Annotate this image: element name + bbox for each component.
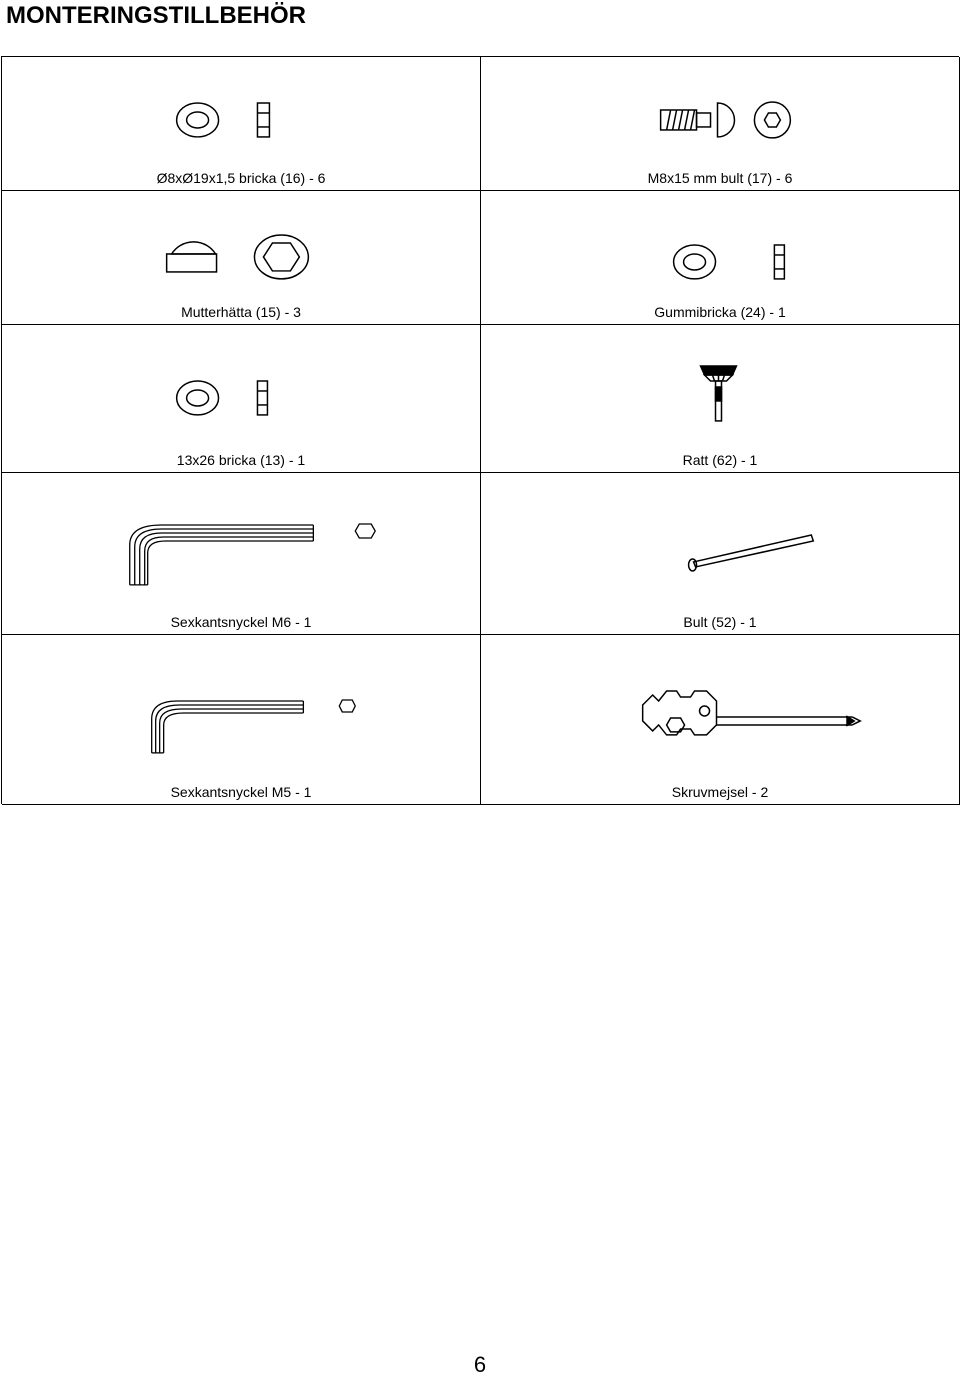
hex-key-icon bbox=[2, 635, 480, 765]
part-cell-hex-key-m6 bbox=[2, 473, 481, 635]
multi-tool-screwdriver-icon bbox=[481, 635, 959, 765]
part-cell-washer-16 bbox=[2, 57, 481, 191]
rubber-washer-icon bbox=[481, 191, 959, 291]
part-label: Gummibricka (24) - 1 bbox=[654, 304, 786, 320]
part-label: M8x15 mm bult (17) - 6 bbox=[647, 170, 793, 186]
part-label: 13x26 bricka (13) - 1 bbox=[176, 452, 306, 468]
part-cell-cap-nut-15 bbox=[2, 191, 481, 325]
part-cell-bolt-52 bbox=[481, 473, 960, 635]
pin-bolt-icon bbox=[481, 473, 959, 603]
washer-icon bbox=[2, 325, 480, 435]
parts-table bbox=[1, 56, 959, 804]
part-label: Sexkantsnyckel M6 - 1 bbox=[170, 614, 312, 630]
part-label: Ø8xØ19x1,5 bricka (16) - 6 bbox=[156, 170, 326, 186]
hex-key-icon bbox=[2, 473, 480, 603]
part-cell-washer-13 bbox=[2, 325, 481, 473]
page-title: MONTERINGSTILLBEHÖR bbox=[6, 2, 306, 29]
part-label: Bult (52) - 1 bbox=[683, 614, 757, 630]
washer-icon bbox=[2, 57, 480, 157]
part-cell-knob-62 bbox=[481, 325, 960, 473]
part-label: Skruvmejsel - 2 bbox=[671, 784, 769, 800]
part-cell-hex-key-m5 bbox=[2, 635, 481, 805]
page-number: 6 bbox=[473, 1352, 487, 1377]
part-label: Sexkantsnyckel M5 - 1 bbox=[170, 784, 312, 800]
cap-nut-icon bbox=[2, 191, 480, 291]
part-cell-bolt-17 bbox=[481, 57, 960, 191]
part-cell-rubber-washer-24 bbox=[481, 191, 960, 325]
part-label: Ratt (62) - 1 bbox=[682, 452, 758, 468]
knob-icon bbox=[481, 325, 959, 435]
part-cell-screwdriver bbox=[481, 635, 960, 805]
bolt-icon bbox=[481, 57, 959, 157]
part-label: Mutterhätta (15) - 3 bbox=[181, 304, 301, 320]
